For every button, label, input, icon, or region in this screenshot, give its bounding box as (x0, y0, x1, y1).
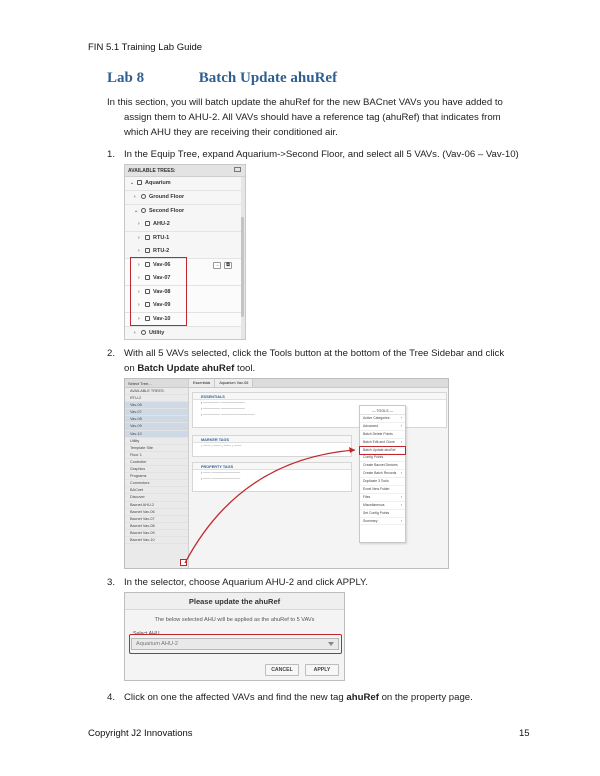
step-number: 1. (107, 149, 116, 160)
step-bold: ahuRef (346, 692, 379, 703)
menu-item-label: Duplicate 3 Tools (363, 479, 389, 484)
menu-item-label: Create Batch Records (363, 471, 397, 476)
sidebar-row[interactable]: Vav-09 (125, 423, 188, 430)
sidebar-row[interactable]: Controller (125, 459, 188, 466)
sidebar-row[interactable]: Vav-08 (125, 416, 188, 423)
site-icon (137, 180, 142, 185)
annotation-arrow (125, 379, 449, 569)
tree-node-label: AHU-2 (153, 221, 170, 227)
card-title: ESSENTIALS (193, 393, 446, 400)
chevron-right-icon[interactable]: › (134, 194, 136, 200)
step-text: on the property page. (378, 692, 473, 703)
tree-node-label: Vav-07 (153, 275, 171, 281)
property-row: ▪ ─── ──────────── (201, 471, 241, 475)
sidebar-row[interactable]: Bacnet Vav-07 (125, 516, 188, 523)
tree-node-label: Second Floor (149, 208, 185, 214)
arrow-right-icon[interactable]: → (214, 262, 220, 268)
sidebar-row[interactable]: Graphics (125, 466, 188, 473)
equip-icon (145, 235, 150, 240)
tree-node-label: Ground Floor (149, 194, 185, 200)
menu-item-label: Config Points (363, 455, 384, 460)
tree-node-label: Vav-09 (153, 302, 171, 308)
chevron-right-icon: › (400, 439, 402, 444)
sidebar-row: AVAILABLE TREES: (125, 388, 188, 395)
tree-node-utility[interactable] (125, 327, 241, 340)
chevron-right-icon[interactable]: › (138, 289, 140, 295)
chevron-right-icon[interactable]: › (138, 221, 140, 227)
chevron-right-icon[interactable]: › (138, 248, 140, 254)
step-2 (107, 346, 537, 376)
property-row: ▪ ─────── ────────── (201, 407, 245, 411)
sidebar-row[interactable]: Bacnet Vav-10 (125, 537, 188, 544)
chevron-down-icon[interactable]: ⌄ (130, 180, 135, 186)
tree-node-ahu-2[interactable] (125, 218, 241, 232)
floor-icon (141, 194, 146, 199)
tree-node-ground-floor[interactable] (125, 191, 241, 205)
floor-icon (141, 330, 146, 335)
menu-item-label: Summary (363, 518, 378, 523)
chevron-right-icon[interactable]: › (138, 275, 140, 281)
step-3 (107, 575, 537, 590)
chevron-right-icon[interactable]: › (134, 330, 136, 336)
property-row: ▪ ─────── ────────── (201, 401, 245, 405)
tools-menu-header: — TOOLS — (360, 406, 405, 415)
step-text: on (124, 363, 138, 374)
tree-node-label: Vav-06 (153, 262, 171, 268)
sidebar-row[interactable]: Vav-07 (125, 409, 188, 416)
lab-heading (107, 70, 337, 87)
equip-icon (145, 221, 150, 226)
step-text: In the selector, choose Aquarium AHU-2 and click APPLY. (124, 577, 368, 588)
sidebar-row[interactable]: BACnet (125, 487, 188, 494)
arrow-head-icon (349, 447, 355, 453)
sidebar-row[interactable]: Template Site (125, 445, 188, 452)
dialog-title: Please update the ahuRef (125, 593, 344, 610)
chevron-right-icon: › (400, 502, 402, 507)
menu-item-label: Batch Edit and Clone (363, 439, 395, 444)
step-text: Click on one the affected VAVs and find the new tag (124, 692, 347, 703)
chevron-right-icon[interactable]: › (138, 235, 140, 241)
step-number: 3. (107, 577, 116, 588)
sidebar-row[interactable]: Bacnet Vav-06 (125, 509, 188, 516)
property-row: ▪ ─── ──────────── (201, 477, 241, 481)
chevron-right-icon[interactable]: › (138, 316, 140, 322)
annotation-arrow-path (185, 450, 355, 563)
selection-highlight (130, 257, 187, 326)
tree-node-label: Aquarium (145, 180, 171, 186)
ahu-select-value: Aquarium AHU-2 (136, 641, 178, 647)
tree-title-label: AVAILABLE TREES: (128, 168, 176, 174)
sidebar-row[interactable]: Connectors (125, 480, 188, 487)
footer-copyright: Copyright J2 Innovations (88, 728, 193, 739)
menu-item-label: Set Config Points (363, 510, 390, 515)
property-row: ▪ ─────── ────────────── (201, 413, 255, 417)
tree-node-label: Vav-10 (153, 316, 171, 322)
sidebar-row[interactable]: Bacnet Vav-08 (125, 523, 188, 530)
sidebar-row[interactable]: Discover (125, 494, 188, 501)
property-row: ▫ ─── ▫ ─── ▫ ─── ▫ ─── (201, 444, 242, 448)
tree-node-label: Utility (149, 330, 165, 336)
tree-node-label: RTU-1 (153, 235, 170, 241)
step-number: 2. (107, 348, 116, 359)
sidebar-row[interactable]: RTU-2 (125, 395, 188, 402)
copy-icon[interactable]: ⧉ (224, 262, 232, 269)
step-number: 4. (107, 692, 116, 703)
sidebar-row[interactable]: Floor 1 (125, 452, 188, 459)
tree-node-rtu-1[interactable] (125, 232, 241, 246)
collapse-icon[interactable] (234, 167, 241, 172)
chevron-right-icon: › (400, 471, 402, 476)
step-text: With all 5 VAVs selected, click the Tools button at the bottom of the Tree Sidebar and click (124, 348, 505, 359)
step-text: In the Equip Tree, expand Aquarium->Second Floor, and select all 5 VAVs. (Vav-06 – Vav-10) (124, 149, 519, 160)
menu-item-label: Batch Delete Points (363, 431, 393, 436)
tab-essentials[interactable]: Essentials (189, 379, 215, 387)
chevron-right-icon[interactable]: › (138, 302, 140, 308)
floor-icon (141, 208, 146, 213)
chevron-right-icon: › (400, 416, 402, 420)
step-1 (107, 147, 537, 162)
tree-node-label: Vav-08 (153, 289, 171, 295)
update-ahuref-dialog (124, 592, 345, 681)
sidebar-row[interactable]: Utility (125, 438, 188, 445)
chevron-down-icon[interactable]: ⌄ (134, 208, 139, 214)
tools-menu-screenshot (124, 378, 449, 569)
selection-highlight (129, 634, 342, 654)
menu-item-label: Miscellaneous (363, 502, 385, 507)
sidebar-row[interactable]: Vav-06 (125, 402, 188, 409)
tree-title (125, 165, 245, 177)
menu-item-label: Create Bacnet Devices (363, 463, 398, 468)
step-4 (107, 690, 537, 705)
menu-item-label: Excel New Folder (363, 487, 390, 492)
chevron-right-icon[interactable]: › (138, 262, 140, 268)
chevron-right-icon: › (400, 494, 402, 499)
card-title: PROPERTY TAGS (193, 463, 351, 470)
step-text-cont (107, 361, 537, 376)
step-bold: Batch Update ahuRef (137, 363, 235, 374)
page-header: FIN 5.1 Training Lab Guide (88, 42, 203, 53)
sidebar-row[interactable]: Programs (125, 473, 188, 480)
intro-paragraph (107, 95, 527, 140)
chevron-right-icon: › (400, 518, 402, 523)
intro-line: which AHU they are receiving their conditioned air. (124, 127, 338, 138)
tab-vav-06[interactable]: Aquarium Vav-06 (215, 379, 253, 387)
tree-node-aquarium[interactable] (125, 177, 241, 191)
step-text: tool. (234, 363, 256, 374)
dialog-message: The below selected AHU will be applied as the ahuRef to 5 VAVs (154, 617, 315, 623)
select-ahu-label: Select AHU (133, 631, 160, 637)
select-tree-dropdown[interactable]: Select Tree... (125, 379, 188, 388)
equip-icon (145, 248, 150, 253)
lab-title: Batch Update ahuRef (198, 70, 338, 86)
menu-item-label: Advanced (363, 423, 379, 428)
tree-node-second-floor[interactable] (125, 205, 241, 219)
lab-number: Lab 8 (107, 70, 145, 86)
tree-node-label: RTU-2 (153, 248, 170, 254)
chevron-right-icon: › (400, 423, 402, 428)
menu-item-label: Batch Update ahuRef (363, 447, 396, 452)
menu-item-label: Active Categories (363, 416, 390, 420)
apply-button[interactable]: APPLY (305, 664, 339, 676)
menu-item-label: Files (363, 494, 371, 499)
page-number: 15 (519, 728, 530, 739)
sidebar-row[interactable]: Bacnet Vav-09 (125, 530, 188, 537)
intro-line: In this section, you will batch update the ahuRef for the new BACnet VAVs you have added to (107, 97, 503, 108)
sidebar-row[interactable]: Bacnet AHU-2 (125, 502, 188, 509)
cancel-button[interactable]: CANCEL (265, 664, 299, 676)
intro-line: assign them to AHU-2. All VAVs should have a reference tag (ahuRef) that indicates from (124, 112, 501, 123)
card-title: MARKER TAGS (193, 436, 351, 443)
sidebar-row[interactable]: Vav-10 (125, 431, 188, 438)
